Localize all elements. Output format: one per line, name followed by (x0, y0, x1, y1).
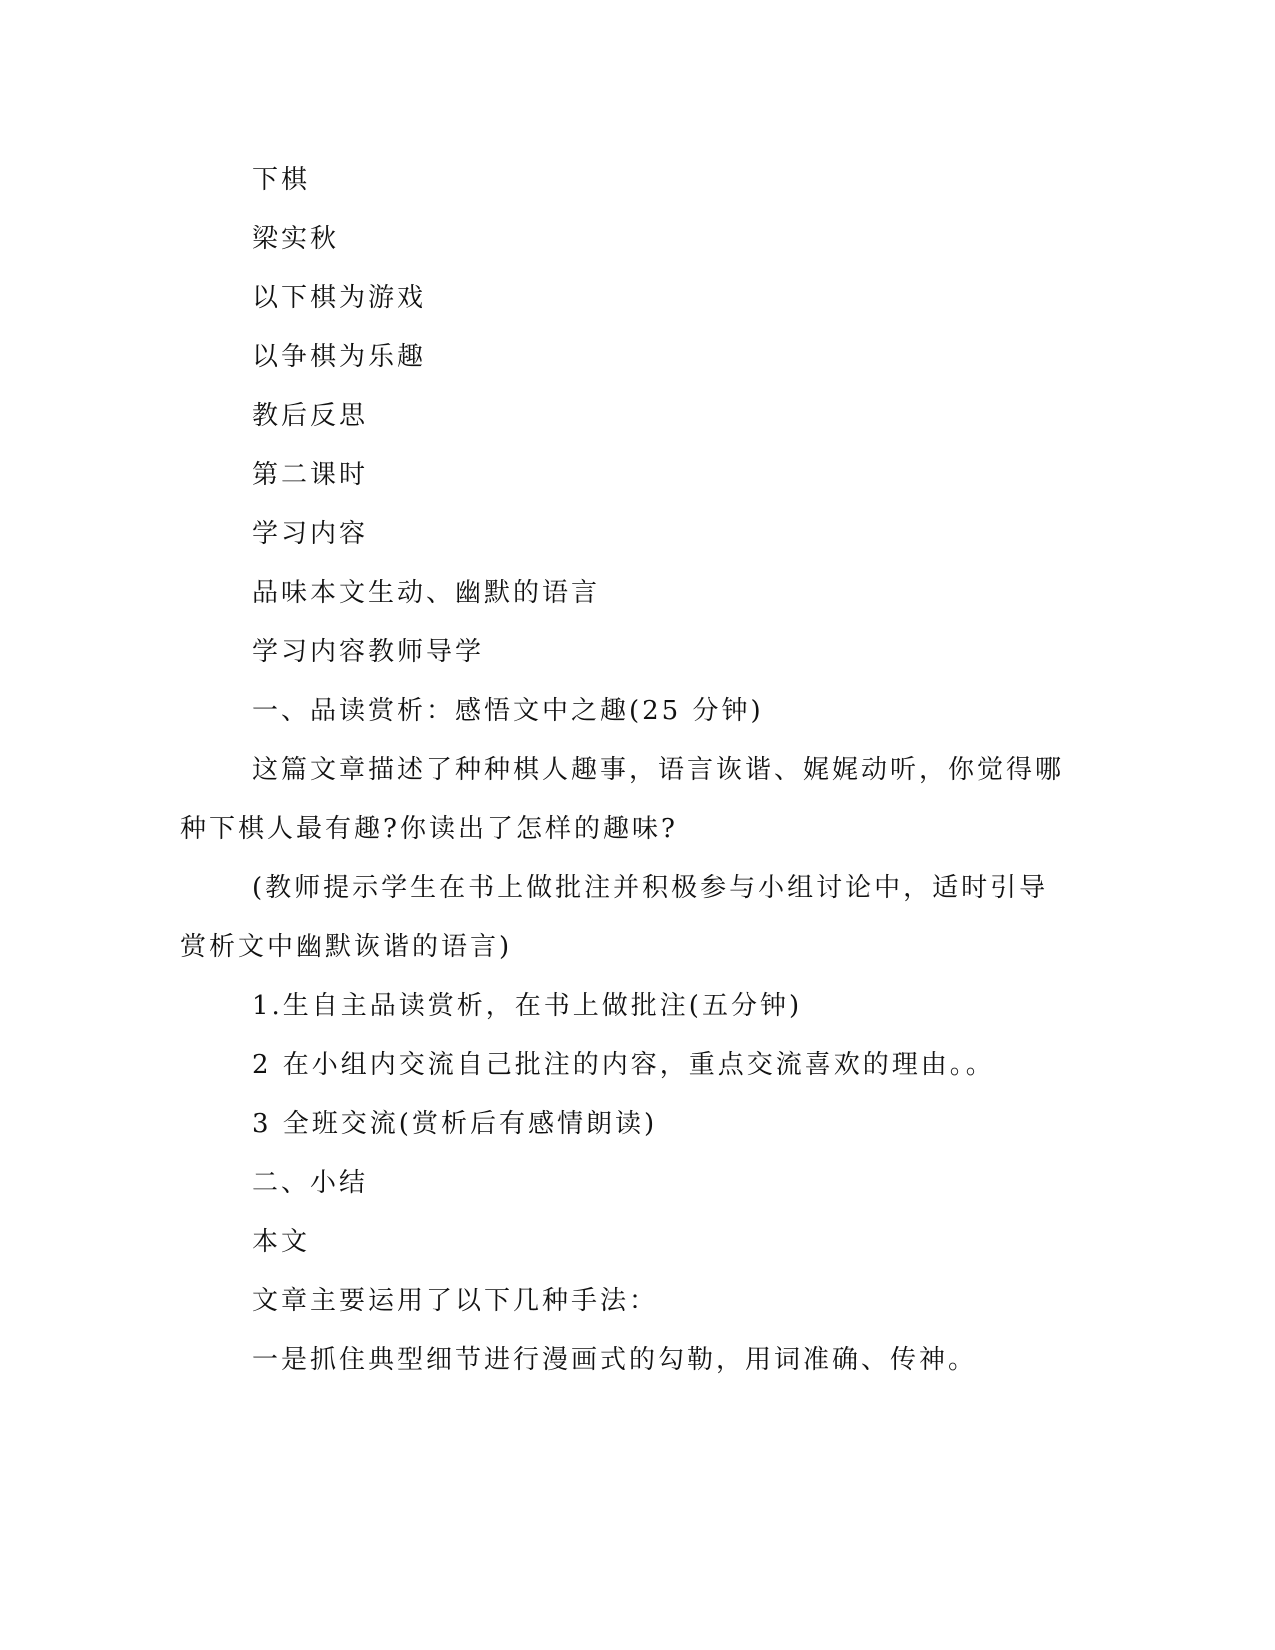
text-line: 学习内容教师导学 (252, 637, 485, 667)
text-line: 学习内容 (252, 519, 369, 549)
text-line: 以下棋为游戏 (252, 283, 427, 313)
text-line: 教后反思 (252, 401, 369, 431)
text-line: 赏析文中幽默诙谐的语言) (180, 932, 513, 962)
text-line: 3 全班交流(赏析后有感情朗读) (252, 1109, 658, 1139)
text-line: 下棋 (252, 165, 311, 195)
text-line: (教师提示学生在书上做批注并积极参与小组讨论中，适时引导 (252, 873, 1049, 903)
text-line: 文章主要运用了以下几种手法： (252, 1286, 659, 1316)
text-line: 以争棋为乐趣 (252, 342, 427, 372)
text-line: 1.生自主品读赏析，在书上做批注(五分钟) (252, 991, 803, 1021)
text-line: 二、小结 (252, 1168, 369, 1198)
text-line: 一、品读赏析：感悟文中之趣(25 分钟) (252, 696, 764, 726)
text-line: 种下棋人最有趣?你读出了怎样的趣味? (180, 814, 678, 844)
text-line: 一是抓住典型细节进行漫画式的勾勒，用词准确、传神。 (252, 1345, 978, 1375)
text-line: 本文 (252, 1227, 311, 1257)
text-line: 这篇文章描述了种种棋人趣事，语言诙谐、娓娓动听，你觉得哪 (252, 755, 1065, 785)
text-line: 2 在小组内交流自己批注的内容，重点交流喜欢的理由。。 (252, 1050, 995, 1080)
text-line: 第二课时 (252, 460, 369, 490)
text-line: 品味本文生动、幽默的语言 (252, 578, 601, 608)
text-line: 梁实秋 (252, 224, 340, 254)
